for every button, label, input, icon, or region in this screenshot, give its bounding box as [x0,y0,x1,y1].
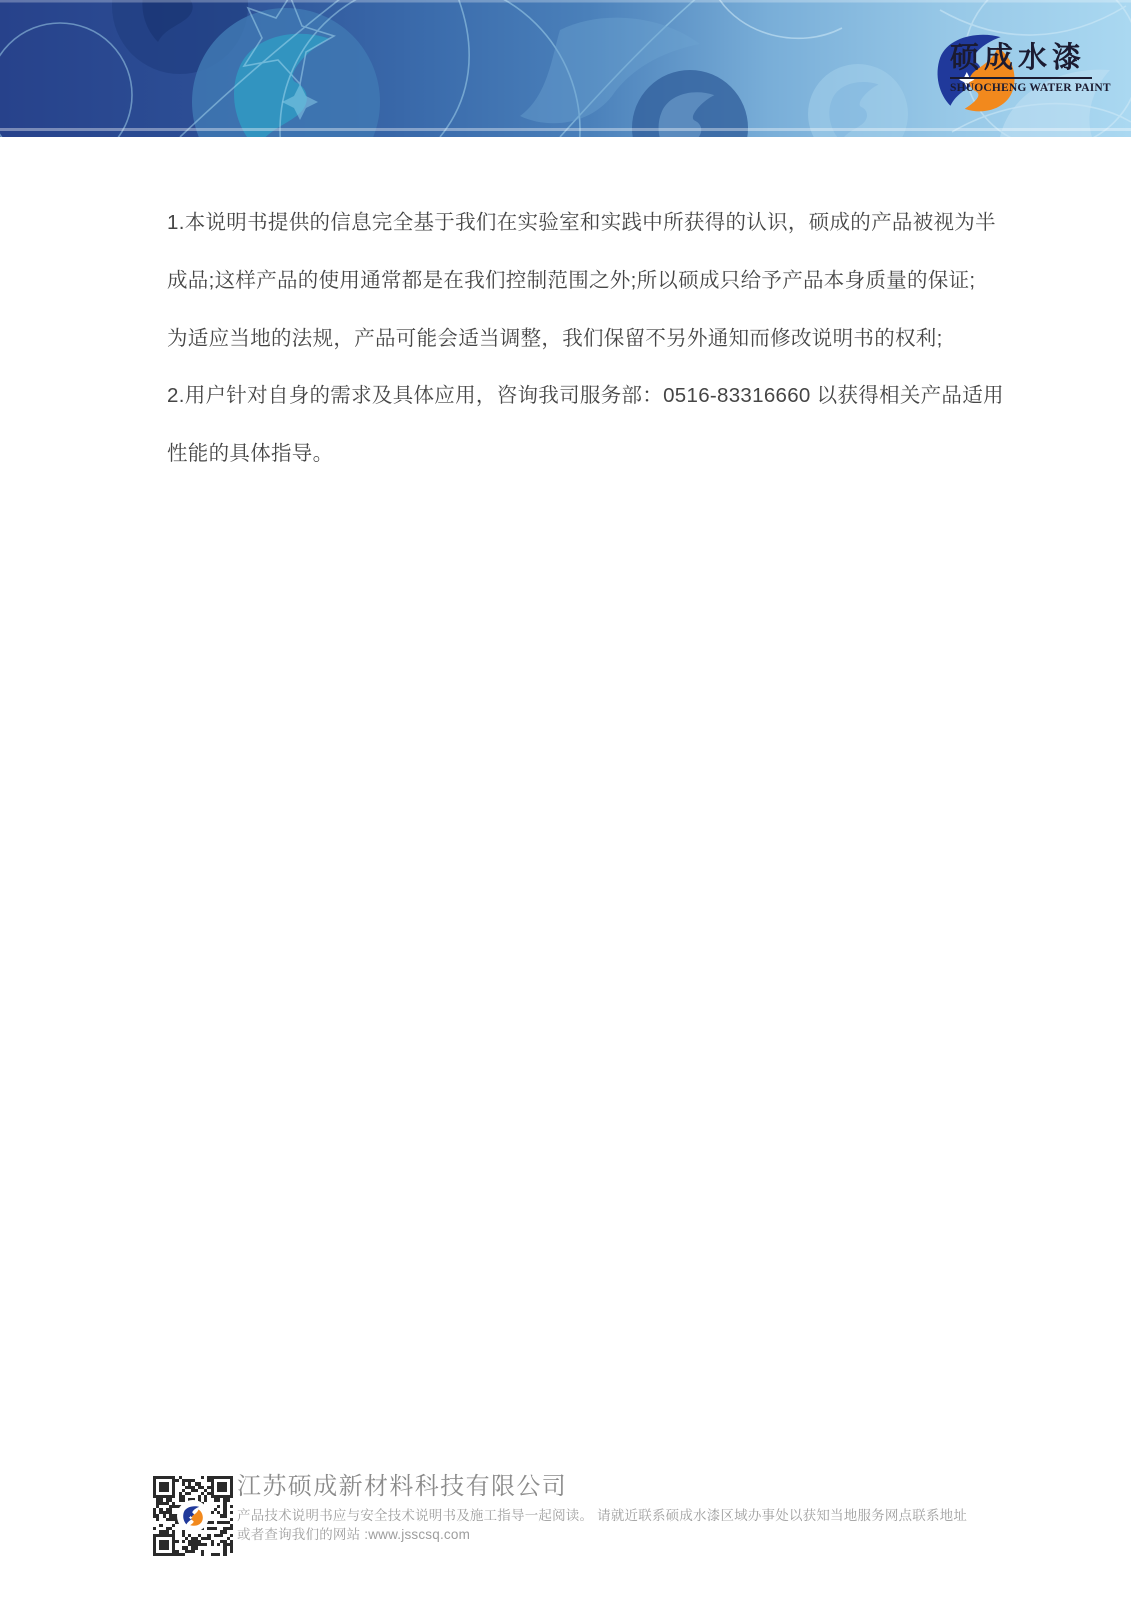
footer [0,1468,1131,1568]
disclaimer-text [167,194,1004,483]
disclaimer-line: 为适应当地的法规，产品可能会适当调整，我们保留不另外通知而修改说明书的权利; [167,326,943,350]
brand-logo [856,28,1111,114]
qr-code [152,1475,234,1557]
disclaimer-line: 成品;这样产品的使用通常都是在我们控制范围之外;所以硕成只给予产品本身质量的保证; [167,268,976,292]
brand-title: 硕成水漆 [950,42,1087,74]
header-banner [0,0,1131,137]
company-name: 江苏硕成新材料科技有限公司 [237,1473,568,1500]
qr-logo-icon [179,1502,207,1530]
footer-notes [237,1507,967,1544]
disclaimer-line: 性能的具体指导。 [167,442,334,466]
brand-subtitle: SHUOCHENG WATER PAINT [950,77,1092,94]
disclaimer-line: 1.本说明书提供的信息完全基于我们在实验室和实践中所获得的认识，硕成的产品被视为半 [167,211,996,234]
footer-note-line-2: 或者查询我们的网站 :www.jsscsq.com [237,1526,471,1542]
brand-text [950,42,1111,94]
disclaimer-line: 2.用户针对自身的需求及具体应用，咨询我司服务部：0516-83316660 以获得相关产品适用 [167,384,1004,408]
footer-note-line-1: 产品技术说明书应与安全技术说明书及施工指导一起阅读。 请就近联系硕成水漆区域办事处以获知当地服务网点联系地址 [237,1508,968,1523]
